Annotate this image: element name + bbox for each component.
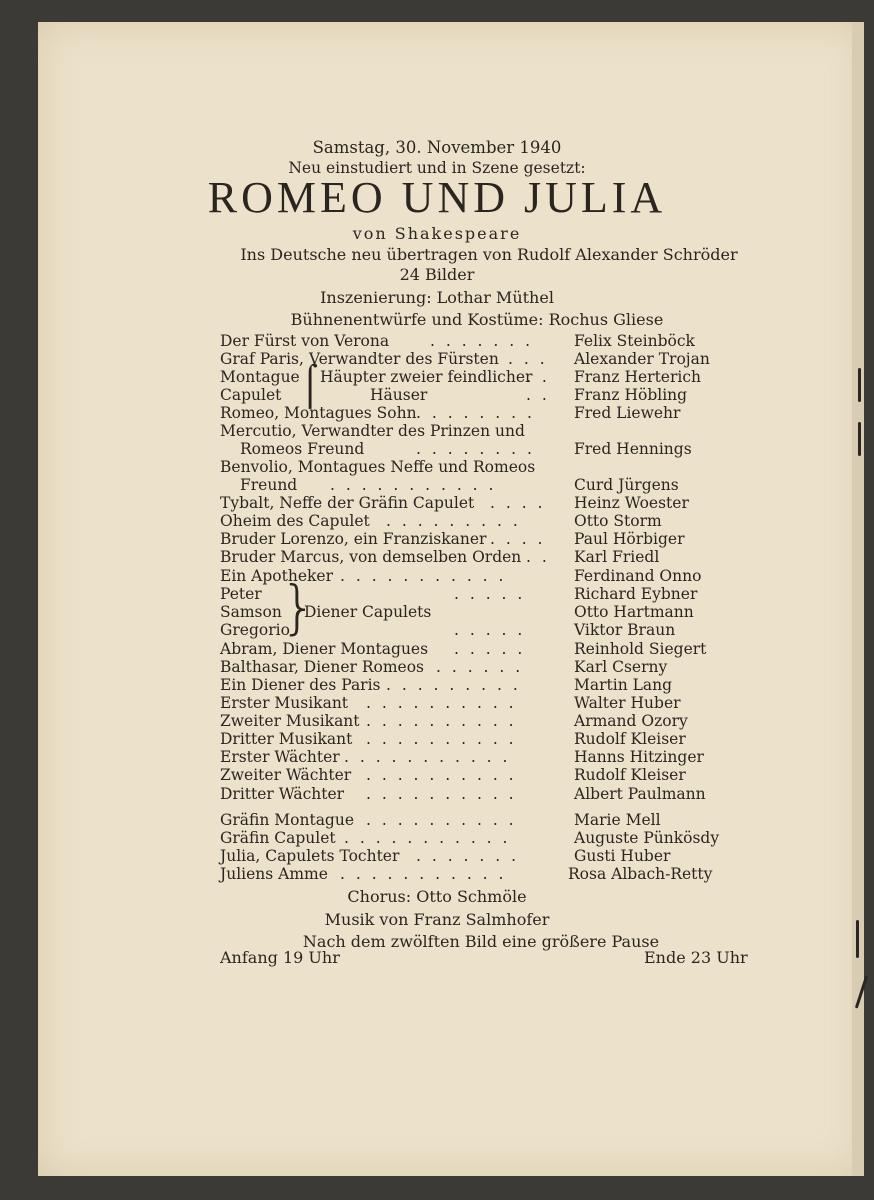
role-name: Gräfin Capulet <box>220 829 336 847</box>
actor-name: Karl Cserny <box>574 658 668 676</box>
leader-dots: . . <box>526 548 550 566</box>
leader-dots: . . . . . . . . . . <box>366 694 517 712</box>
role-name: Julia, Capulets Tochter <box>220 847 400 865</box>
leader-dots: . . . . . . . . . . . <box>344 829 511 847</box>
leader-dots: . . . . <box>490 530 546 548</box>
role-name: Balthasar, Diener Romeos <box>220 658 425 676</box>
music-credit: Musik von Franz Salmhofer <box>324 910 550 929</box>
role-name: Benvolio, Montagues Neffe und Romeos <box>220 458 536 476</box>
leader-dots: . . . . . <box>454 640 526 658</box>
actor-name: Rudolf Kleiser <box>574 730 686 748</box>
role-name: Romeo, Montagues Sohn <box>220 404 417 422</box>
actor-name: Hanns Hitzinger <box>574 748 704 766</box>
direction-credit: Inszenierung: Lothar Müthel <box>320 288 554 307</box>
translation-line: Ins Deutsche neu übertragen von Rudolf Alexander Schröder <box>240 245 738 264</box>
role-name: Romeos Freund <box>240 440 365 458</box>
leader-dots: . . . . . <box>454 621 526 639</box>
role-name: Dritter Wächter <box>220 785 345 803</box>
actor-name: Franz Höbling <box>574 386 688 404</box>
role-name: Ein Apotheker <box>220 567 333 585</box>
role-name: Zweiter Musikant <box>220 712 360 730</box>
leader-dots: . . . . . . . . . . <box>366 785 517 803</box>
leader-dots: . . <box>526 386 550 404</box>
leader-dots: . . . . . . . <box>430 332 534 350</box>
role-name: Freund <box>240 476 298 494</box>
role-name: Montague <box>220 368 300 386</box>
actor-name: Karl Friedl <box>574 548 660 566</box>
bracket: } <box>280 573 317 641</box>
role-name: Bruder Marcus, von demselben Orden <box>220 548 522 566</box>
actor-name: Reinhold Siegert <box>574 640 707 658</box>
actor-name: Walter Huber <box>574 694 681 712</box>
leader-dots: . . . . . . . . . . <box>366 712 517 730</box>
role-name: Abram, Diener Montagues <box>220 640 429 658</box>
leader-dots: . . . . . . . . . . <box>366 766 517 784</box>
leader-dots: . . <box>526 368 550 386</box>
leader-dots: . . . . . . . . . . <box>366 730 517 748</box>
actor-name: Otto Hartmann <box>574 603 694 621</box>
performance-date: Samstag, 30. November 1940 <box>312 138 562 157</box>
design-credit: Bühnenentwürfe und Kostüme: Rochus Gliese <box>290 310 664 329</box>
role-name: Gräfin Montague <box>220 811 355 829</box>
leader-dots: . . . . . . . . . . . <box>340 865 507 883</box>
leader-dots: . . . . . . . . . <box>386 676 521 694</box>
leader-dots: . . . . . . . . <box>416 440 535 458</box>
actor-name: Heinz Woester <box>574 494 689 512</box>
start-time: Anfang 19 Uhr <box>220 948 340 967</box>
actor-name: Paul Hörbiger <box>574 530 685 548</box>
actor-name: Martin Lang <box>574 676 673 694</box>
leader-dots: . . . . . . . . . . <box>366 811 517 829</box>
actor-name: Viktor Braun <box>574 621 676 639</box>
actor-name: Gusti Huber <box>574 847 671 865</box>
role-name: Ein Diener des Paris <box>220 676 381 694</box>
actor-name: Armand Ozory <box>574 712 688 730</box>
intermission-note: Nach dem zwölften Bild eine größere Pause <box>302 932 660 951</box>
leader-dots: . . . . . . <box>436 658 524 676</box>
actor-name: Ferdinand Onno <box>574 567 702 585</box>
leader-dots: . . . . <box>490 494 546 512</box>
role-name: Capulet <box>220 386 282 404</box>
role-name: Der Fürst von Verona <box>220 332 390 350</box>
role-name: Erster Musikant <box>220 694 349 712</box>
role-name: Erster Wächter <box>220 748 340 766</box>
role-name: Juliens Amme <box>220 865 328 883</box>
actor-name: Rosa Albach-Retty <box>568 865 713 883</box>
role-name: Dritter Musikant <box>220 730 353 748</box>
actor-name: Franz Herterich <box>574 368 702 386</box>
leader-dots: . . . . . . . . . <box>386 512 521 530</box>
binding-mark <box>858 422 861 456</box>
leader-dots: . . . . . . . . . . . <box>344 748 511 766</box>
scene-count: 24 Bilder <box>399 265 475 284</box>
author-line: von Shakespeare <box>352 224 522 243</box>
bracket-note: Häupter zweier feindlicher <box>320 368 533 386</box>
actor-name: Curd Jürgens <box>574 476 679 494</box>
role-name: Peter <box>220 585 262 603</box>
leader-dots: . . . . . . . <box>416 847 520 865</box>
role-name: Mercutio, Verwandter des Prinzen und <box>220 422 525 440</box>
role-name: Bruder Lorenzo, ein Franziskaner <box>220 530 487 548</box>
actor-name: Alexander Trojan <box>574 350 710 368</box>
role-name: Oheim des Capulet <box>220 512 370 530</box>
end-time: Ende 23 Uhr <box>644 948 748 967</box>
chorus-credit: Chorus: Otto Schmöle <box>347 887 527 906</box>
actor-name: Felix Steinböck <box>574 332 695 350</box>
actor-name: Fred Liewehr <box>574 404 681 422</box>
bracket-note: Diener Capulets <box>304 603 432 621</box>
actor-name: Auguste Pünkösdy <box>574 829 720 847</box>
bracket-note: Häuser <box>370 386 428 404</box>
binding-mark <box>858 368 861 402</box>
role-name: Zweiter Wächter <box>220 766 352 784</box>
leader-dots: . . . . . . . . . . . <box>340 567 507 585</box>
staging-note: Neu einstudiert und in Szene gesetzt: <box>288 159 586 177</box>
role-name: Gregorio <box>220 621 290 639</box>
leader-dots: . . . . . . . . . . . <box>330 476 497 494</box>
actor-name: Fred Hennings <box>574 440 692 458</box>
actor-name: Richard Eybner <box>574 585 698 603</box>
role-name: Tybalt, Neffe der Gräfin Capulet <box>220 494 475 512</box>
play-title: ROMEO UND JULIA <box>207 173 667 222</box>
actor-name: Rudolf Kleiser <box>574 766 686 784</box>
role-name: Graf Paris, Verwandter des Fürsten <box>220 350 499 368</box>
actor-name: Marie Mell <box>574 811 661 829</box>
bracket: ⌠ <box>298 361 323 407</box>
leader-dots: . . . . . <box>454 585 526 603</box>
leader-dots: . . . . . . . . <box>416 404 535 422</box>
actor-name: Otto Storm <box>574 512 662 530</box>
actor-name: Albert Paulmann <box>574 785 706 803</box>
role-name: Samson <box>220 603 282 621</box>
leader-dots: . . . <box>508 350 548 368</box>
